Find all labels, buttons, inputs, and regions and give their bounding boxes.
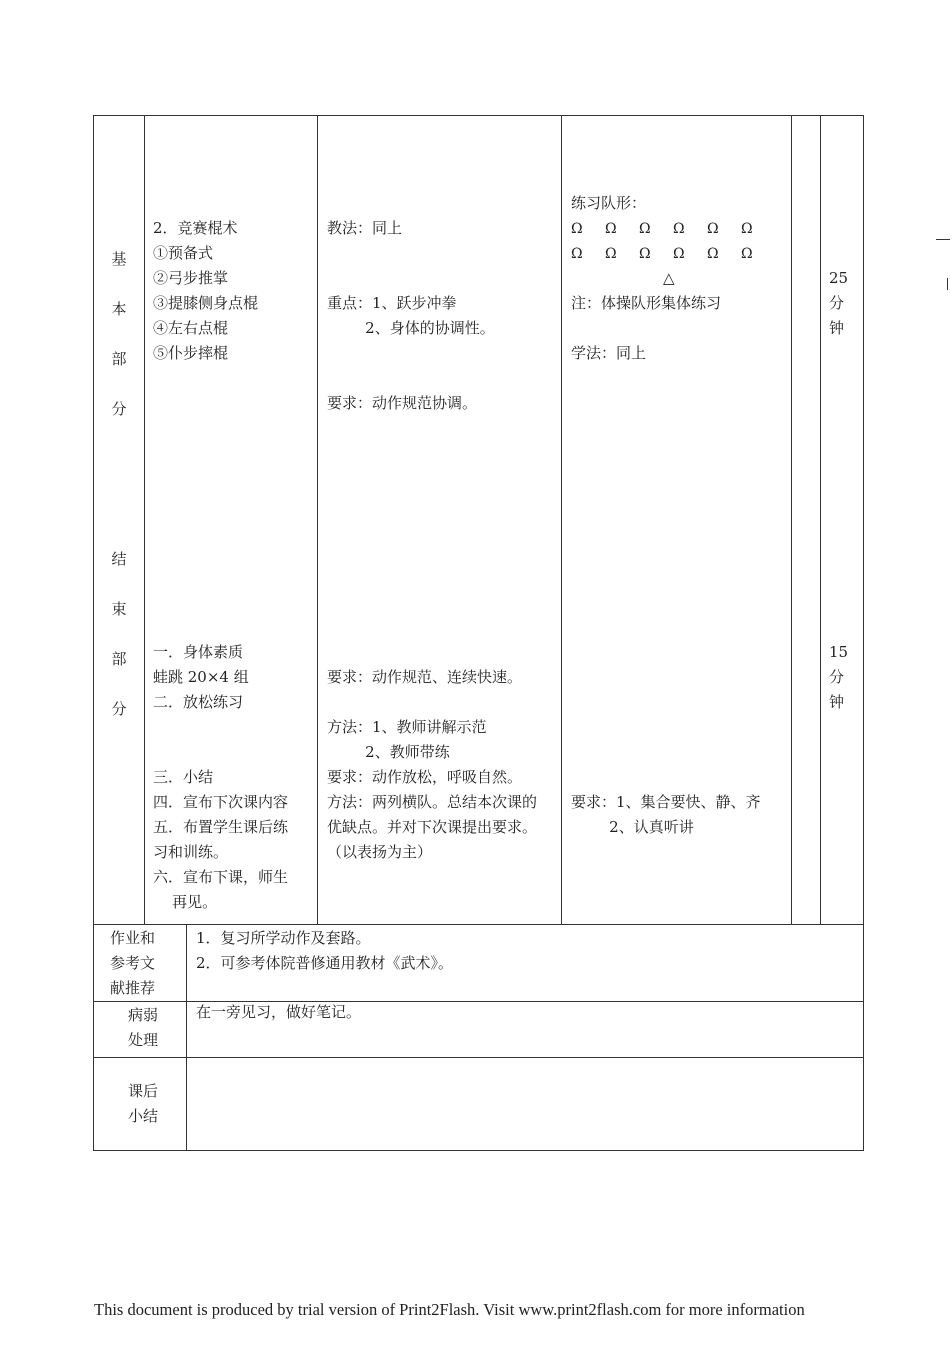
- student-mark: Ω: [741, 245, 753, 262]
- col-divider-2: [317, 115, 318, 924]
- edge-mark-dash: [936, 239, 950, 240]
- ending-content-line: 一．身体素质: [153, 643, 244, 661]
- student-mark: Ω: [707, 245, 719, 262]
- basic-time-line: 25: [829, 269, 849, 287]
- basic-method-line: [327, 241, 495, 266]
- ending-content-line: 习和训练。: [153, 843, 229, 861]
- homework-items: [196, 926, 453, 976]
- ending-time-line: 钟: [829, 693, 845, 711]
- basic-section-label-char-2: 本: [111, 300, 127, 318]
- student-mark: Ω: [571, 245, 583, 262]
- basic-time-line: 分: [829, 294, 845, 312]
- study-method: 学法：同上: [571, 344, 647, 362]
- ending-time-line: 分: [829, 668, 845, 686]
- col-divider-5: [820, 115, 821, 924]
- student-mark: Ω: [673, 220, 685, 237]
- table-top-border: [93, 115, 864, 116]
- edge-mark-bar: [947, 278, 948, 290]
- label-col-divider: [186, 924, 187, 1151]
- basic-method-line: [327, 341, 495, 366]
- student-mark: Ω: [639, 245, 651, 262]
- ending-method-line: 2、教师带练: [327, 743, 450, 761]
- basic-method-line: [327, 266, 495, 291]
- formation-note: 注：体操队形集体练习: [571, 294, 722, 312]
- homework-item: 1．复习所学动作及套路。: [196, 929, 371, 947]
- col-divider-1: [144, 115, 145, 924]
- homework-label-line: 参考文: [110, 954, 156, 972]
- ending-content-line: 五．布置学生课后练: [153, 818, 289, 836]
- ending-section-label-char-3: 部: [111, 650, 127, 668]
- basic-time: [829, 266, 848, 341]
- student-mark: Ω: [707, 220, 719, 237]
- student-mark: Ω: [639, 220, 651, 237]
- summary-label-line: 小结: [128, 1107, 159, 1125]
- teacher-mark: △: [663, 269, 675, 287]
- ending-method-line: 方法：1、教师讲解示范: [327, 718, 487, 736]
- ending-method-line: 方法：两列横队。总结本次课的: [327, 793, 538, 811]
- basic-content-line: ①预备式: [153, 244, 214, 262]
- ending-content-line: [153, 715, 288, 740]
- ending-content-line: [153, 740, 288, 765]
- ending-org-line: 要求：1、集合要快、静、齐: [571, 793, 761, 811]
- basic-method-line: 2、身体的协调性。: [327, 319, 495, 337]
- formation-row: [571, 241, 775, 266]
- sick-label: [128, 1003, 158, 1053]
- ending-time: [829, 640, 848, 715]
- basic-section-label-char-1: 基: [111, 250, 127, 268]
- ending-org: [571, 790, 761, 840]
- row-divider-homework: [93, 924, 864, 925]
- student-mark: Ω: [741, 220, 753, 237]
- student-mark: Ω: [605, 245, 617, 262]
- ending-method-line: 优缺点。并对下次课提出要求。: [327, 818, 538, 836]
- formation-title: 练习队形：: [571, 194, 647, 212]
- basic-section-label-char-4: 分: [111, 400, 127, 418]
- basic-time-line: 钟: [829, 319, 845, 337]
- ending-content: [153, 640, 288, 915]
- ending-content-line: 四．宣布下次课内容: [153, 793, 289, 811]
- ending-method-line: （以表扬为主）: [327, 843, 433, 861]
- ending-section-label-char-4: 分: [111, 700, 127, 718]
- formation-row: [571, 216, 775, 241]
- student-mark: Ω: [605, 220, 617, 237]
- basic-content: [153, 216, 258, 366]
- ending-method-line: 要求：动作放松，呼吸自然。: [327, 768, 523, 786]
- basic-content-line: ⑤仆步摔棍: [153, 344, 229, 362]
- homework-label-line: 作业和: [110, 929, 156, 947]
- summary-label-line: 课后: [128, 1082, 159, 1100]
- basic-content-line: ③提膝侧身点棍: [153, 294, 259, 312]
- table-bottom-border: [93, 1150, 864, 1151]
- basic-method-line: [327, 366, 495, 391]
- basic-method-line: 要求：动作规范协调。: [327, 394, 478, 412]
- trial-footer: This document is produced by trial version of Print2Flash. Visit www.print2flash.com for more information: [94, 1300, 805, 1319]
- ending-method-line: 要求：动作规范、连续快速。: [327, 668, 523, 686]
- homework-label: [110, 926, 155, 1001]
- sick-label-line: 病弱: [128, 1006, 159, 1024]
- ending-content-line: 二．放松练习: [153, 693, 244, 711]
- basic-content-line: ④左右点棍: [153, 319, 229, 337]
- basic-section-label-char-3: 部: [111, 350, 127, 368]
- basic-method: [327, 216, 495, 416]
- table-right-border: [863, 115, 864, 1151]
- col-divider-4: [791, 115, 792, 924]
- sick-text: 在一旁见习，做好笔记。: [196, 1003, 362, 1021]
- ending-section-label-char-2: 束: [111, 600, 127, 618]
- ending-section-label-char-1: 结: [111, 550, 127, 568]
- col-divider-3: [561, 115, 562, 924]
- table-left-border: [93, 115, 94, 1151]
- ending-org-line: 2、认真听讲: [571, 818, 694, 836]
- row-divider-summary: [93, 1057, 864, 1058]
- student-mark: Ω: [673, 245, 685, 262]
- basic-method-line: 教法：同上: [327, 219, 403, 237]
- ending-content-line: 再见。: [153, 893, 218, 911]
- sick-label-line: 处理: [128, 1031, 159, 1049]
- basic-content-line: ②弓步推掌: [153, 269, 229, 287]
- basic-content-line: 2．竞赛棍术: [153, 219, 238, 237]
- summary-label: [128, 1079, 158, 1129]
- homework-item: 2．可参考体院普修通用教材《武术》。: [196, 954, 454, 972]
- ending-method-line: [327, 690, 537, 715]
- ending-method: [327, 665, 537, 865]
- ending-time-line: 15: [829, 643, 849, 661]
- ending-content-line: 蛙跳 20×4 组: [153, 668, 249, 686]
- ending-content-line: 六．宣布下课，师生: [153, 868, 289, 886]
- homework-label-line: 献推荐: [110, 979, 156, 997]
- basic-method-line: 重点：1、跃步冲拳: [327, 294, 457, 312]
- ending-content-line: 三．小结: [153, 768, 214, 786]
- student-mark: Ω: [571, 220, 583, 237]
- formation-grid: [571, 216, 775, 266]
